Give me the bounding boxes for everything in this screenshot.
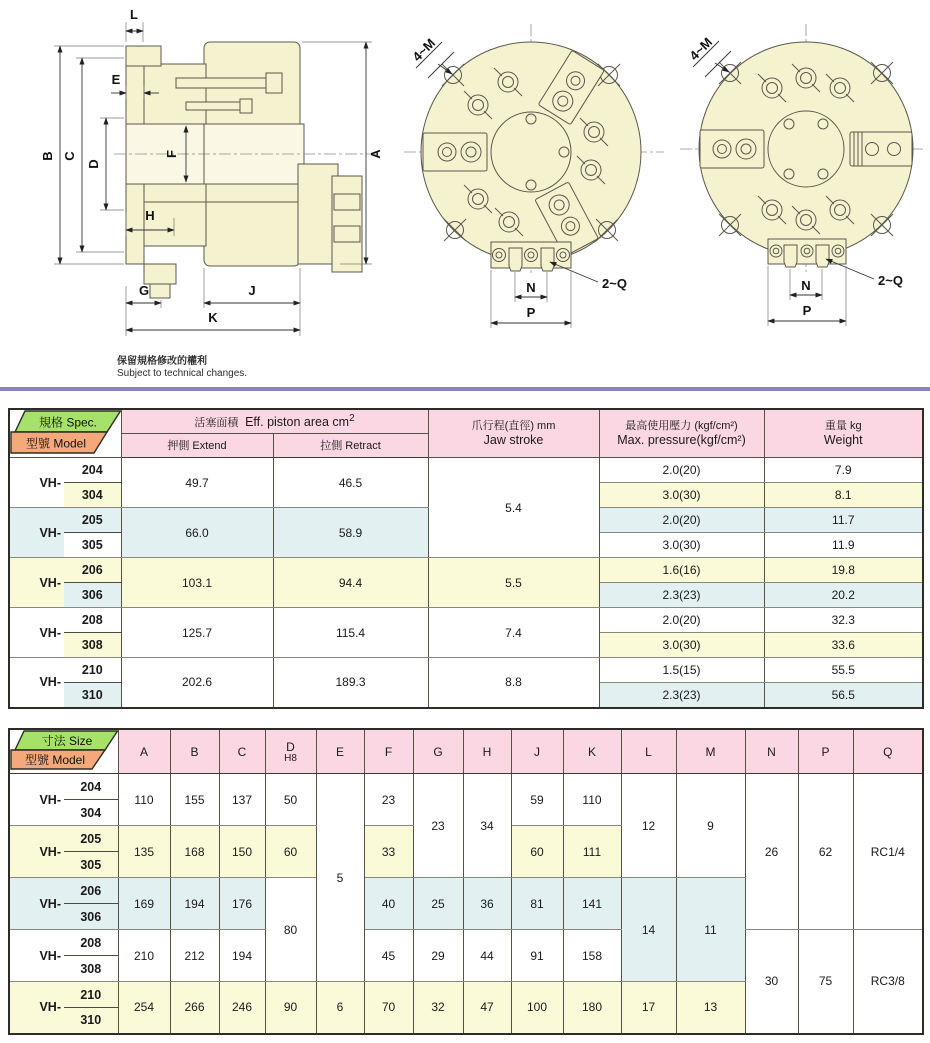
model-number: 208 [64,608,121,633]
model-number: 308 [64,956,118,982]
callout-2Q [826,259,903,288]
cell-N: 26 [745,774,798,930]
cell-extend: 66.0 [121,508,273,558]
dim-label-B: B [40,151,55,161]
dim-label-H: H [145,208,155,223]
svg-text:N: N [526,280,536,295]
cell-weight: 7.9 [764,458,923,483]
col-A: A [118,729,170,774]
model-prefix: VH- [9,658,64,708]
cell-A: 110 [118,774,170,826]
jaw [700,130,764,168]
cell-pressure: 1.6(16) [599,558,764,583]
cell-F: 33 [364,826,413,878]
svg-text:2~Q: 2~Q [602,276,627,291]
cell-H: 36 [463,878,511,930]
cell-retract: 58.9 [273,508,428,558]
cell-A: 135 [118,826,170,878]
cell-retract: 94.4 [273,558,428,608]
cell-D: 90 [265,982,316,1034]
model-number: 205 [64,508,121,533]
col-L: L [621,729,676,774]
cell-J: 60 [511,826,563,878]
svg-text:P: P [802,303,812,318]
cell-weight: 8.1 [764,483,923,508]
dim-label-D: D [86,159,101,169]
svg-text:N: N [801,278,811,293]
cell-L: 14 [621,878,676,982]
size-table-corner [9,729,118,774]
cell-C: 176 [219,878,265,930]
model-number: 310 [64,683,121,708]
col-M: M [676,729,745,774]
spec-table-corner [9,409,121,458]
jaw [423,133,487,171]
cylinder-body-section [111,42,378,298]
col-P: P [798,729,853,774]
model-number: 204 [64,458,121,483]
cell-retract: 46.5 [273,458,428,508]
dim-label-C: C [62,151,77,161]
dim-label-E: E [111,72,121,87]
technical-note [117,356,247,380]
col-Q: Q [853,729,923,774]
model-prefix: VH- [9,982,64,1034]
model-prefix: VH- [9,608,64,658]
model-number: 305 [64,533,121,558]
cell-C: 194 [219,930,265,982]
cell-weight: 56.5 [764,683,923,708]
cell-K: 180 [563,982,621,1034]
model-number: 306 [64,583,121,608]
corner-size-label: 寸法 Size [41,734,93,748]
cell-A: 254 [118,982,170,1034]
corner-model-label: 型號 Model [25,436,87,451]
corner-model-label: 型號 Model [24,753,86,767]
col-E: E [316,729,364,774]
cell-M: 11 [676,878,745,982]
cell-C: 246 [219,982,265,1034]
model-number: 210 [64,982,118,1008]
callout-4M [686,34,731,77]
cell-J: 100 [511,982,563,1034]
cell-M: 13 [676,982,745,1034]
cell-F: 40 [364,878,413,930]
port-block [491,242,571,271]
model-prefix: VH- [9,508,64,558]
col-K: K [563,729,621,774]
model-number: 304 [64,483,121,508]
cell-C: 150 [219,826,265,878]
cell-B: 266 [170,982,219,1034]
model-number: 206 [64,878,118,904]
cell-J: 81 [511,878,563,930]
cell-E: 5 [316,774,364,982]
note-english: Subject to technical changes. [117,368,248,379]
callout-4M [409,35,454,78]
dim-label-G: G [138,283,150,298]
model-number: 210 [64,658,121,683]
cell-extend: 49.7 [121,458,273,508]
cell-K: 110 [563,774,621,826]
col-C: C [219,729,265,774]
dim-label-F: F [164,150,179,158]
cell-pressure: 2.0(20) [599,508,764,533]
cell-jaw-stroke: 8.8 [428,658,599,708]
cell-weight: 33.6 [764,633,923,658]
cell-weight: 11.9 [764,533,923,558]
cell-weight: 20.2 [764,583,923,608]
dimension-N-P [491,270,571,328]
model-number: 305 [64,852,118,878]
cell-D: 80 [265,878,316,982]
cell-pressure: 2.3(23) [599,583,764,608]
dimension-N-P [768,266,846,326]
cell-extend: 125.7 [121,608,273,658]
cell-J: 91 [511,930,563,982]
model-prefix: VH- [9,774,64,826]
model-prefix: VH- [9,826,64,878]
model-number: 205 [64,826,118,852]
col-F: F [364,729,413,774]
cell-F: 45 [364,930,413,982]
center-hub [768,111,844,187]
header-extend: 押側 Extend [121,433,273,457]
header-weight: 重量 kg Weight [764,409,923,458]
cell-B: 194 [170,878,219,930]
cell-extend: 103.1 [121,558,273,608]
cell-K: 111 [563,826,621,878]
cell-A: 169 [118,878,170,930]
cell-weight: 32.3 [764,608,923,633]
size-table [8,728,924,1035]
model-prefix: VH- [9,930,64,982]
section-view-drawing [26,6,394,351]
dim-label-L: L [130,7,138,22]
cell-pressure: 3.0(30) [599,633,764,658]
cell-B: 155 [170,774,219,826]
jaw [850,132,912,166]
cell-extend: 202.6 [121,658,273,708]
spec-table [8,408,924,709]
dim-label-K: K [208,310,218,325]
model-number: 310 [64,1008,118,1034]
cell-L: 17 [621,982,676,1034]
header-retract: 拉側 Retract [273,433,428,457]
cell-C: 137 [219,774,265,826]
cell-P: 62 [798,774,853,930]
col-N: N [745,729,798,774]
cell-D: 50 [265,774,316,826]
cell-N: 30 [745,930,798,1034]
cell-retract: 189.3 [273,658,428,708]
cell-H: 44 [463,930,511,982]
svg-text:2~Q: 2~Q [878,273,903,288]
model-prefix: VH- [9,878,64,930]
cell-jaw-stroke: 5.5 [428,558,599,608]
callout-2Q [550,262,627,291]
front-view-three-jaw-drawing [398,12,670,347]
model-number: 206 [64,558,121,583]
cell-pressure: 1.5(15) [599,658,764,683]
cell-Q: RC1/4 [853,774,923,930]
cell-F: 70 [364,982,413,1034]
cell-P: 75 [798,930,853,1034]
svg-text:4~M: 4~M [409,35,439,65]
cell-pressure: 3.0(30) [599,533,764,558]
cell-retract: 115.4 [273,608,428,658]
corner-spec-label: 規格 Spec. [38,415,98,430]
cell-J: 59 [511,774,563,826]
header-piston-area: 活塞面積 Eff. piston area $cm^2$ [121,409,428,433]
purple-divider [0,387,930,391]
cell-pressure: 3.0(30) [599,483,764,508]
header-jaw-stroke: 爪行程(直徑) mm Jaw stroke [428,409,599,458]
dim-label-J: J [248,283,256,298]
svg-text:P: P [526,305,536,320]
model-prefix: VH- [9,558,64,608]
corner-ribbon [10,410,121,454]
cell-G: 23 [413,774,463,878]
cell-G: 32 [413,982,463,1034]
model-number: 204 [64,774,118,800]
cell-weight: 11.7 [764,508,923,533]
cell-K: 141 [563,878,621,930]
model-number: 308 [64,633,121,658]
cell-pressure: 2.0(20) [599,608,764,633]
dim-label-A: A [368,149,383,159]
model-prefix: VH- [9,458,64,508]
cell-A: 210 [118,930,170,982]
cell-pressure: 2.3(23) [599,683,764,708]
header-max-pressure: 最高使用壓力 (kgf/cm²) Max. pressure(kgf/cm²) [599,409,764,458]
cell-F: 23 [364,774,413,826]
cell-G: 25 [413,878,463,930]
cell-L: 12 [621,774,676,878]
note-chinese: 保留規格修改的權利 [117,356,207,367]
cell-H: 47 [463,982,511,1034]
col-B: B [170,729,219,774]
col-D: D H8 [265,729,316,774]
model-number: 208 [64,930,118,956]
front-view-two-jaw-drawing [676,12,930,347]
cell-weight: 19.8 [764,558,923,583]
model-number: 304 [64,800,118,826]
cell-jaw-stroke: 5.4 [428,458,599,558]
col-J: J [511,729,563,774]
cell-D: 60 [265,826,316,878]
col-H: H [463,729,511,774]
cell-H: 34 [463,774,511,878]
col-G: G [413,729,463,774]
cell-G: 29 [413,930,463,982]
model-number: 306 [64,904,118,930]
cell-M: 9 [676,774,745,878]
svg-text:4~M: 4~M [686,34,716,64]
cell-E: 6 [316,982,364,1034]
cell-weight: 55.5 [764,658,923,683]
cell-B: 168 [170,826,219,878]
cell-jaw-stroke: 7.4 [428,608,599,658]
cell-pressure: 2.0(20) [599,458,764,483]
corner-ribbon [10,730,118,770]
cell-K: 158 [563,930,621,982]
cell-B: 212 [170,930,219,982]
cell-Q: RC3/8 [853,930,923,1034]
